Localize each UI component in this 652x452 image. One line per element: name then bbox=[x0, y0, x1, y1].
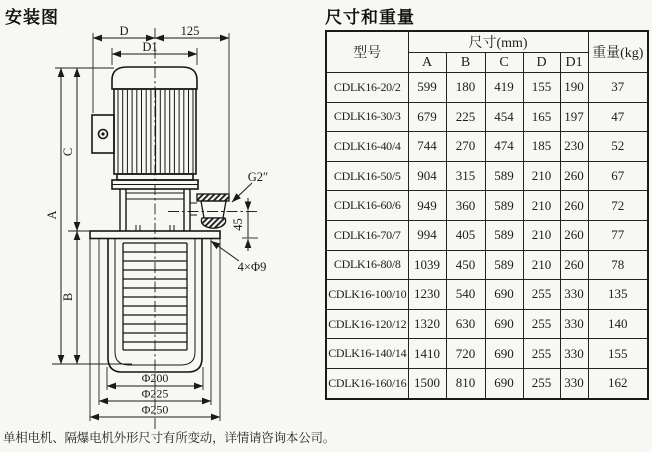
dim-label-d1: D1 bbox=[142, 40, 158, 54]
table-row bbox=[326, 161, 648, 191]
dim-label-d: D bbox=[119, 24, 129, 38]
value-cell-b: 360 bbox=[446, 191, 485, 221]
value-cell-b: 720 bbox=[446, 339, 485, 369]
dimensions-weight-title: 尺寸和重量 bbox=[325, 8, 415, 27]
installation-diagram-title: 安装图 bbox=[5, 8, 59, 27]
value-cell-d: 210 bbox=[523, 191, 560, 221]
value-cell-a: 599 bbox=[408, 73, 446, 103]
dim-label-a: A bbox=[45, 210, 59, 220]
value-cell-d: 165 bbox=[523, 102, 560, 132]
value-cell-w: 67 bbox=[588, 161, 648, 191]
dim-label-phi225: Φ225 bbox=[141, 386, 169, 401]
value-cell-w: 52 bbox=[588, 132, 648, 162]
value-cell-b: 315 bbox=[446, 161, 485, 191]
value-cell-d: 255 bbox=[523, 309, 560, 339]
model-cell: CDLK16-70/7 bbox=[326, 220, 408, 250]
table-row bbox=[326, 309, 648, 339]
value-cell-c: 690 bbox=[485, 339, 523, 369]
value-cell-d: 255 bbox=[523, 280, 560, 310]
value-cell-b: 630 bbox=[446, 309, 485, 339]
table-row bbox=[326, 368, 648, 398]
value-cell-b: 225 bbox=[446, 102, 485, 132]
value-cell-w: 155 bbox=[588, 339, 648, 369]
value-cell-c: 589 bbox=[485, 250, 523, 280]
value-cell-c: 589 bbox=[485, 161, 523, 191]
value-cell-w: 78 bbox=[588, 250, 648, 280]
column-header-d: D bbox=[523, 53, 560, 73]
value-cell-d1: 197 bbox=[560, 102, 588, 132]
dim-label-c: C bbox=[61, 147, 75, 157]
value-cell-b: 540 bbox=[446, 280, 485, 310]
dim-label-phi250: Φ250 bbox=[141, 402, 169, 417]
column-header-dimensions: 尺寸(mm) bbox=[408, 31, 588, 53]
value-cell-w: 37 bbox=[588, 73, 648, 103]
dimensions-weight-table bbox=[325, 30, 649, 400]
model-cell: CDLK16-140/14 bbox=[326, 339, 408, 369]
value-cell-a: 744 bbox=[408, 132, 446, 162]
value-cell-b: 405 bbox=[446, 220, 485, 250]
value-cell-d1: 260 bbox=[560, 250, 588, 280]
value-cell-a: 1320 bbox=[408, 309, 446, 339]
table-row bbox=[326, 339, 648, 369]
value-cell-w: 47 bbox=[588, 102, 648, 132]
model-cell: CDLK16-60/6 bbox=[326, 191, 408, 221]
model-cell: CDLK16-40/4 bbox=[326, 132, 408, 162]
value-cell-c: 690 bbox=[485, 309, 523, 339]
value-cell-d1: 330 bbox=[560, 280, 588, 310]
table-row bbox=[326, 250, 648, 280]
model-cell: CDLK16-20/2 bbox=[326, 73, 408, 103]
pump-head bbox=[120, 189, 197, 231]
value-cell-d1: 190 bbox=[560, 73, 588, 103]
value-cell-a: 679 bbox=[408, 102, 446, 132]
value-cell-d1: 330 bbox=[560, 368, 588, 398]
value-cell-b: 180 bbox=[446, 73, 485, 103]
table-row bbox=[326, 191, 648, 221]
model-cell: CDLK16-120/12 bbox=[326, 309, 408, 339]
value-cell-b: 270 bbox=[446, 132, 485, 162]
value-cell-c: 589 bbox=[485, 191, 523, 221]
value-cell-c: 690 bbox=[485, 280, 523, 310]
thread-label-g2: G2″ bbox=[247, 170, 269, 184]
value-cell-a: 1230 bbox=[408, 280, 446, 310]
value-cell-c: 454 bbox=[485, 102, 523, 132]
value-cell-c: 690 bbox=[485, 368, 523, 398]
value-cell-d: 155 bbox=[523, 73, 560, 103]
value-cell-d: 255 bbox=[523, 368, 560, 398]
value-cell-w: 72 bbox=[588, 191, 648, 221]
column-header-a: A bbox=[408, 53, 446, 73]
table-row bbox=[326, 102, 648, 132]
value-cell-c: 419 bbox=[485, 73, 523, 103]
value-cell-c: 589 bbox=[485, 220, 523, 250]
dim-label-b: B bbox=[61, 292, 75, 302]
value-cell-d: 185 bbox=[523, 132, 560, 162]
value-cell-a: 1410 bbox=[408, 339, 446, 369]
dim-label-125: 125 bbox=[180, 24, 200, 38]
value-cell-a: 949 bbox=[408, 191, 446, 221]
model-cell: CDLK16-30/3 bbox=[326, 102, 408, 132]
column-header-weight: 重量(kg) bbox=[588, 31, 648, 73]
value-cell-d: 210 bbox=[523, 250, 560, 280]
value-cell-d1: 260 bbox=[560, 191, 588, 221]
value-cell-d: 255 bbox=[523, 339, 560, 369]
value-cell-c: 474 bbox=[485, 132, 523, 162]
model-cell: CDLK16-100/10 bbox=[326, 280, 408, 310]
value-cell-w: 162 bbox=[588, 368, 648, 398]
column-header-model: 型号 bbox=[326, 31, 408, 73]
model-cell: CDLK16-50/5 bbox=[326, 161, 408, 191]
terminal-box-gland bbox=[101, 132, 104, 135]
value-cell-d: 210 bbox=[523, 161, 560, 191]
value-cell-d: 210 bbox=[523, 220, 560, 250]
value-cell-d1: 230 bbox=[560, 132, 588, 162]
value-cell-w: 77 bbox=[588, 220, 648, 250]
value-cell-a: 904 bbox=[408, 161, 446, 191]
value-cell-a: 1039 bbox=[408, 250, 446, 280]
value-cell-d1: 330 bbox=[560, 339, 588, 369]
table-row bbox=[326, 220, 648, 250]
value-cell-d1: 330 bbox=[560, 309, 588, 339]
model-cell: CDLK16-80/8 bbox=[326, 250, 408, 280]
dim-label-phi200: Φ200 bbox=[141, 371, 169, 385]
value-cell-a: 1500 bbox=[408, 368, 446, 398]
value-cell-a: 994 bbox=[408, 220, 446, 250]
table-row bbox=[326, 73, 648, 103]
column-header-d1: D1 bbox=[560, 53, 588, 73]
model-cell: CDLK16-160/16 bbox=[326, 368, 408, 398]
value-cell-b: 810 bbox=[446, 368, 485, 398]
value-cell-w: 140 bbox=[588, 309, 648, 339]
motor-ribs bbox=[118, 90, 193, 173]
value-cell-d1: 260 bbox=[560, 161, 588, 191]
value-cell-w: 135 bbox=[588, 280, 648, 310]
table-row bbox=[326, 280, 648, 310]
footer-note: 单相电机、隔爆电机外形尺寸有所变动，详情请咨询本公司。 bbox=[3, 431, 336, 445]
holes-label-4xphi9: 4×Φ9 bbox=[237, 260, 267, 274]
column-header-b: B bbox=[446, 53, 485, 73]
dim-label-45: 45 bbox=[231, 218, 245, 231]
value-cell-b: 450 bbox=[446, 250, 485, 280]
column-header-c: C bbox=[485, 53, 523, 73]
table-row bbox=[326, 132, 648, 162]
value-cell-d1: 260 bbox=[560, 220, 588, 250]
motor-outline bbox=[92, 67, 198, 189]
